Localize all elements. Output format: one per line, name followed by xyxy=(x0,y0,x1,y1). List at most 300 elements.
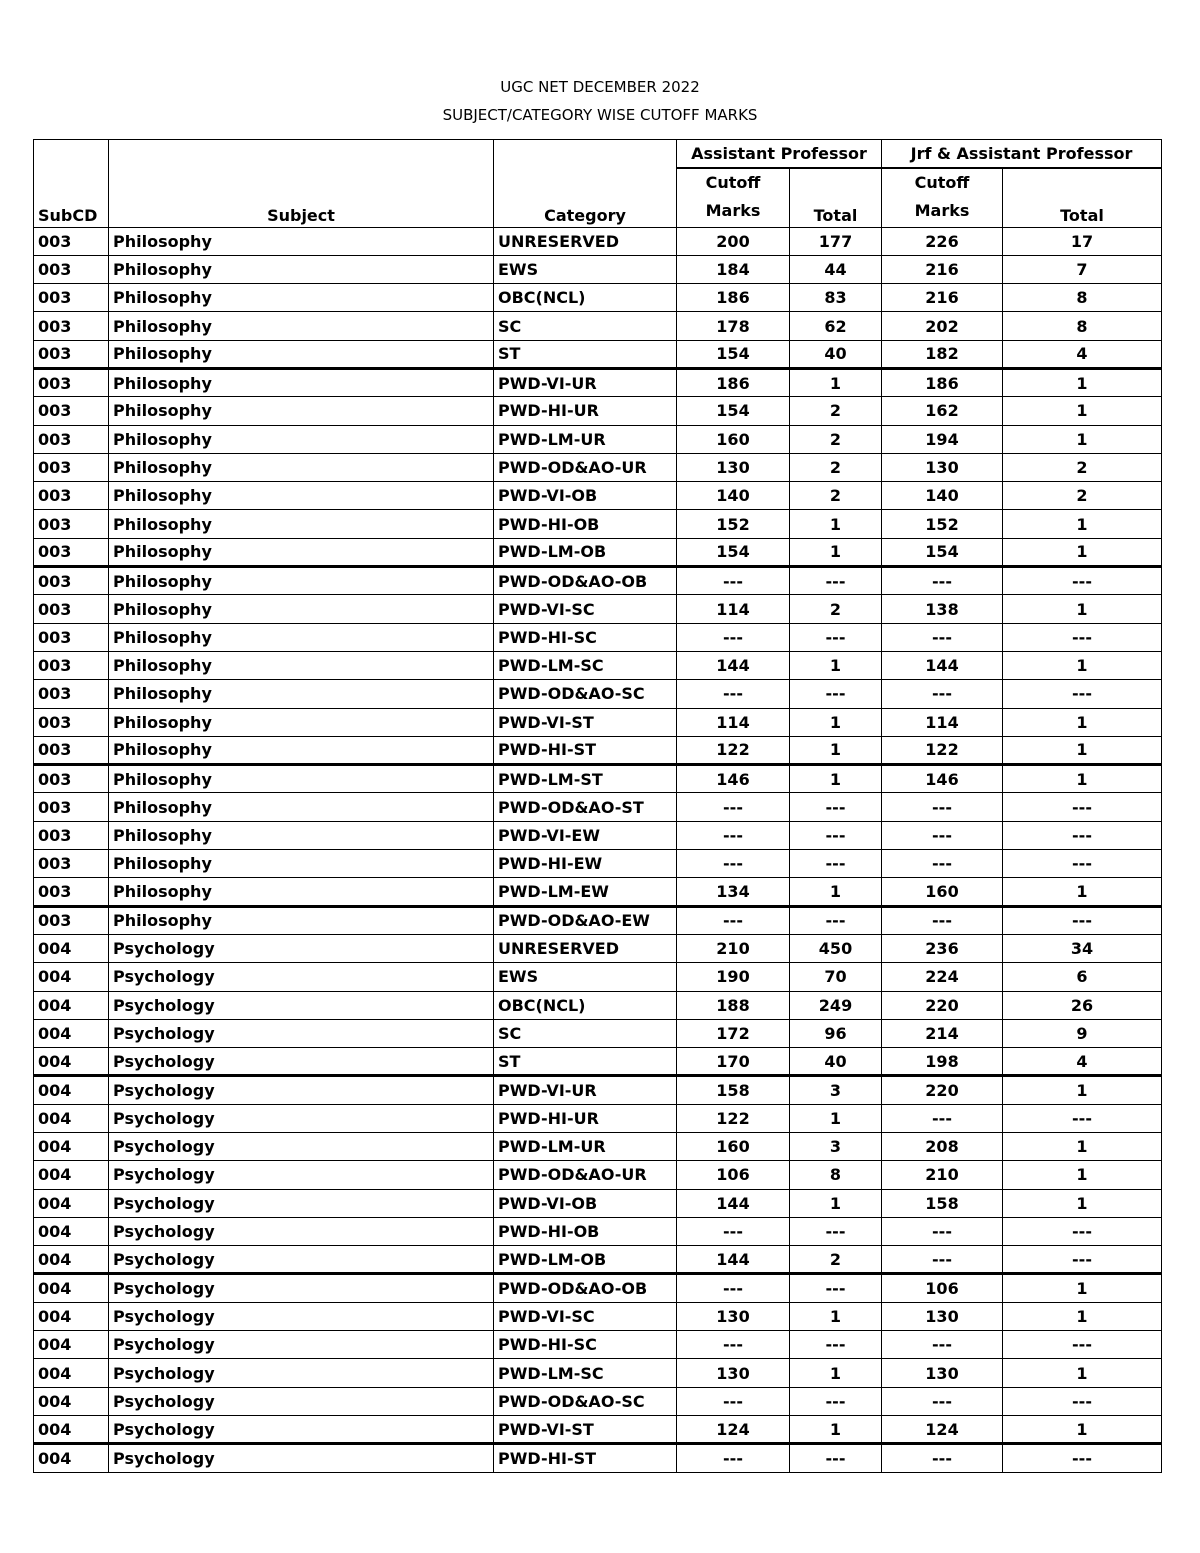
cell-ap-total: --- xyxy=(790,567,882,595)
cell-jrf-total: 1 xyxy=(1003,510,1162,538)
cell-subject: Psychology xyxy=(109,1444,494,1472)
cell-subcd: 003 xyxy=(34,623,109,651)
cell-subject: Philosophy xyxy=(109,482,494,510)
cell-subject: Psychology xyxy=(109,1387,494,1415)
cell-category: PWD-HI-ST xyxy=(494,1444,677,1472)
cell-jrf-total: 1 xyxy=(1003,397,1162,425)
cell-jrf-total: 4 xyxy=(1003,340,1162,368)
cell-jrf-total: 1 xyxy=(1003,651,1162,679)
cell-jrf-cutoff: 106 xyxy=(882,1274,1003,1302)
cell-subcd: 004 xyxy=(34,1133,109,1161)
table-row xyxy=(34,1246,1162,1274)
cell-subject: Philosophy xyxy=(109,793,494,821)
cell-ap-cutoff: 130 xyxy=(677,453,790,481)
cell-jrf-total: 1 xyxy=(1003,1133,1162,1161)
cell-jrf-total: 1 xyxy=(1003,765,1162,793)
table-row xyxy=(34,623,1162,651)
cell-ap-cutoff: --- xyxy=(677,906,790,934)
cell-category: PWD-LM-SC xyxy=(494,1359,677,1387)
cell-jrf-total: 17 xyxy=(1003,227,1162,255)
cell-category: PWD-OD&AO-ST xyxy=(494,793,677,821)
document-subtitle: SUBJECT/CATEGORY WISE CUTOFF MARKS xyxy=(442,106,758,124)
jrf-cutoff-line1: Cutoff xyxy=(914,172,970,192)
cell-subject: Philosophy xyxy=(109,227,494,255)
cell-jrf-total: --- xyxy=(1003,1217,1162,1245)
cell-ap-total: 2 xyxy=(790,397,882,425)
cell-ap-cutoff: 172 xyxy=(677,1019,790,1047)
cell-jrf-total: 1 xyxy=(1003,425,1162,453)
cell-subject: Psychology xyxy=(109,1415,494,1443)
table-row xyxy=(34,850,1162,878)
cell-jrf-cutoff: --- xyxy=(882,1217,1003,1245)
cell-ap-cutoff: 130 xyxy=(677,1359,790,1387)
cell-ap-cutoff: --- xyxy=(677,623,790,651)
column-header-ap-total: Total xyxy=(790,168,882,228)
table-row xyxy=(34,1302,1162,1330)
cell-ap-total: 40 xyxy=(790,340,882,368)
column-header-ap-cutoff xyxy=(677,168,790,228)
cell-category: ST xyxy=(494,1048,677,1076)
column-header-category: Category xyxy=(494,140,677,228)
cell-category: UNRESERVED xyxy=(494,227,677,255)
cell-jrf-total: --- xyxy=(1003,567,1162,595)
cell-ap-cutoff: --- xyxy=(677,1274,790,1302)
cell-jrf-total: 1 xyxy=(1003,1415,1162,1443)
cell-jrf-total: 1 xyxy=(1003,1274,1162,1302)
cell-jrf-total: 1 xyxy=(1003,736,1162,764)
cell-subcd: 004 xyxy=(34,1076,109,1104)
cell-ap-total: 1 xyxy=(790,1104,882,1132)
cell-jrf-total: --- xyxy=(1003,1331,1162,1359)
cell-subcd: 003 xyxy=(34,850,109,878)
cell-category: PWD-OD&AO-EW xyxy=(494,906,677,934)
cell-ap-cutoff: --- xyxy=(677,680,790,708)
table-row xyxy=(34,312,1162,340)
cell-ap-total: --- xyxy=(790,623,882,651)
cell-subject: Psychology xyxy=(109,1048,494,1076)
cell-ap-total: --- xyxy=(790,1274,882,1302)
cell-ap-cutoff: --- xyxy=(677,1217,790,1245)
table-body xyxy=(34,227,1162,1472)
cell-ap-cutoff: 154 xyxy=(677,397,790,425)
cell-jrf-cutoff: 162 xyxy=(882,397,1003,425)
cell-jrf-cutoff: --- xyxy=(882,1387,1003,1415)
cell-subject: Psychology xyxy=(109,1189,494,1217)
cell-ap-total: 1 xyxy=(790,368,882,396)
table-row xyxy=(34,934,1162,962)
table-row xyxy=(34,821,1162,849)
table-row xyxy=(34,708,1162,736)
cell-ap-total: --- xyxy=(790,1387,882,1415)
cell-jrf-total: 2 xyxy=(1003,453,1162,481)
cell-category: PWD-HI-SC xyxy=(494,623,677,651)
cell-category: PWD-OD&AO-OB xyxy=(494,567,677,595)
cell-ap-total: 3 xyxy=(790,1076,882,1104)
cell-ap-total: 177 xyxy=(790,227,882,255)
cell-jrf-cutoff: 194 xyxy=(882,425,1003,453)
cell-category: SC xyxy=(494,1019,677,1047)
table-row xyxy=(34,284,1162,312)
cell-ap-total: 40 xyxy=(790,1048,882,1076)
cell-ap-cutoff: 130 xyxy=(677,1302,790,1330)
cell-subject: Psychology xyxy=(109,1217,494,1245)
cell-category: PWD-OD&AO-UR xyxy=(494,453,677,481)
cell-subcd: 004 xyxy=(34,1274,109,1302)
cell-jrf-cutoff: 130 xyxy=(882,1359,1003,1387)
cell-category: PWD-HI-UR xyxy=(494,1104,677,1132)
cell-subcd: 003 xyxy=(34,397,109,425)
cell-jrf-cutoff: 226 xyxy=(882,227,1003,255)
table-row xyxy=(34,906,1162,934)
cell-ap-cutoff: 122 xyxy=(677,736,790,764)
cell-ap-cutoff: 144 xyxy=(677,1189,790,1217)
cell-jrf-total: 1 xyxy=(1003,1076,1162,1104)
table-row xyxy=(34,255,1162,283)
cell-jrf-total: 8 xyxy=(1003,284,1162,312)
jrf-cutoff-line2: Marks xyxy=(914,200,970,220)
cell-category: PWD-VI-OB xyxy=(494,482,677,510)
cell-jrf-cutoff: 198 xyxy=(882,1048,1003,1076)
cell-category: PWD-VI-SC xyxy=(494,595,677,623)
cell-jrf-cutoff: --- xyxy=(882,793,1003,821)
cell-ap-total: --- xyxy=(790,793,882,821)
cell-subcd: 003 xyxy=(34,340,109,368)
cell-subject: Philosophy xyxy=(109,623,494,651)
cell-jrf-cutoff: --- xyxy=(882,906,1003,934)
cell-jrf-cutoff: 208 xyxy=(882,1133,1003,1161)
cell-subcd: 004 xyxy=(34,1302,109,1330)
cell-subcd: 003 xyxy=(34,482,109,510)
cell-subject: Psychology xyxy=(109,1019,494,1047)
cell-jrf-cutoff: 146 xyxy=(882,765,1003,793)
cell-subject: Philosophy xyxy=(109,368,494,396)
cell-ap-cutoff: --- xyxy=(677,821,790,849)
group-header-jrf-assistant-professor: Jrf & Assistant Professor xyxy=(882,140,1162,168)
cell-subject: Philosophy xyxy=(109,708,494,736)
cell-ap-total: 1 xyxy=(790,1359,882,1387)
cell-category: PWD-HI-EW xyxy=(494,850,677,878)
cell-subcd: 003 xyxy=(34,878,109,906)
cell-ap-cutoff: 144 xyxy=(677,651,790,679)
cell-ap-total: 2 xyxy=(790,425,882,453)
cell-subject: Philosophy xyxy=(109,312,494,340)
cell-jrf-total: --- xyxy=(1003,821,1162,849)
cell-subcd: 003 xyxy=(34,284,109,312)
cell-jrf-total: --- xyxy=(1003,623,1162,651)
cell-ap-cutoff: 122 xyxy=(677,1104,790,1132)
cell-jrf-cutoff: --- xyxy=(882,1246,1003,1274)
cell-ap-total: 450 xyxy=(790,934,882,962)
cell-jrf-cutoff: 220 xyxy=(882,1076,1003,1104)
cell-ap-cutoff: 170 xyxy=(677,1048,790,1076)
table-row xyxy=(34,1331,1162,1359)
cell-jrf-cutoff: 236 xyxy=(882,934,1003,962)
cell-category: PWD-LM-SC xyxy=(494,651,677,679)
table-row xyxy=(34,765,1162,793)
table-row xyxy=(34,793,1162,821)
cell-subcd: 003 xyxy=(34,736,109,764)
cell-ap-cutoff: 200 xyxy=(677,227,790,255)
cell-ap-total: 2 xyxy=(790,595,882,623)
cell-category: PWD-LM-UR xyxy=(494,425,677,453)
cell-category: PWD-VI-ST xyxy=(494,708,677,736)
cell-subcd: 004 xyxy=(34,963,109,991)
table-row xyxy=(34,963,1162,991)
cell-subject: Psychology xyxy=(109,1359,494,1387)
table-row xyxy=(34,1444,1162,1472)
cell-jrf-cutoff: 158 xyxy=(882,1189,1003,1217)
cell-subcd: 004 xyxy=(34,1048,109,1076)
cell-subject: Psychology xyxy=(109,1133,494,1161)
cell-category: PWD-LM-OB xyxy=(494,538,677,566)
cell-subject: Philosophy xyxy=(109,397,494,425)
cell-jrf-total: --- xyxy=(1003,1444,1162,1472)
cell-subcd: 003 xyxy=(34,255,109,283)
cell-category: PWD-VI-ST xyxy=(494,1415,677,1443)
table-row xyxy=(34,567,1162,595)
cell-jrf-cutoff: --- xyxy=(882,1331,1003,1359)
cell-ap-total: 3 xyxy=(790,1133,882,1161)
cell-jrf-cutoff: 154 xyxy=(882,538,1003,566)
cell-subject: Philosophy xyxy=(109,538,494,566)
cell-subject: Philosophy xyxy=(109,255,494,283)
cell-jrf-cutoff: 224 xyxy=(882,963,1003,991)
cell-jrf-total: --- xyxy=(1003,793,1162,821)
cell-ap-total: 1 xyxy=(790,1415,882,1443)
cell-category: EWS xyxy=(494,963,677,991)
table-row xyxy=(34,991,1162,1019)
table-row xyxy=(34,1076,1162,1104)
cell-subject: Philosophy xyxy=(109,765,494,793)
table-row xyxy=(34,368,1162,396)
cell-ap-cutoff: --- xyxy=(677,1331,790,1359)
table-row xyxy=(34,425,1162,453)
cell-jrf-total: 1 xyxy=(1003,1161,1162,1189)
table-row xyxy=(34,1189,1162,1217)
cell-category: UNRESERVED xyxy=(494,934,677,962)
cell-subcd: 004 xyxy=(34,1444,109,1472)
cell-category: PWD-OD&AO-OB xyxy=(494,1274,677,1302)
cell-jrf-cutoff: 140 xyxy=(882,482,1003,510)
cell-category: PWD-VI-UR xyxy=(494,1076,677,1104)
cell-subject: Philosophy xyxy=(109,736,494,764)
cell-jrf-cutoff: 216 xyxy=(882,284,1003,312)
cell-subject: Philosophy xyxy=(109,284,494,312)
cell-subject: Psychology xyxy=(109,934,494,962)
cell-ap-total: 1 xyxy=(790,1302,882,1330)
table-row xyxy=(34,340,1162,368)
cell-jrf-cutoff: 214 xyxy=(882,1019,1003,1047)
cell-ap-cutoff: 184 xyxy=(677,255,790,283)
table-row xyxy=(34,1048,1162,1076)
cell-ap-total: --- xyxy=(790,1331,882,1359)
cell-category: PWD-HI-SC xyxy=(494,1331,677,1359)
table-row xyxy=(34,1387,1162,1415)
table-row xyxy=(34,227,1162,255)
cell-subcd: 003 xyxy=(34,708,109,736)
cell-subcd: 004 xyxy=(34,1019,109,1047)
cell-subcd: 003 xyxy=(34,312,109,340)
cell-ap-cutoff: 114 xyxy=(677,708,790,736)
cell-ap-total: 2 xyxy=(790,1246,882,1274)
cell-ap-total: 8 xyxy=(790,1161,882,1189)
cell-jrf-cutoff: --- xyxy=(882,1104,1003,1132)
cell-jrf-total: --- xyxy=(1003,680,1162,708)
cell-category: PWD-VI-UR xyxy=(494,368,677,396)
cell-ap-total: 249 xyxy=(790,991,882,1019)
cell-ap-cutoff: --- xyxy=(677,1444,790,1472)
cell-subcd: 003 xyxy=(34,453,109,481)
cell-jrf-cutoff: 138 xyxy=(882,595,1003,623)
column-header-jrf-cutoff xyxy=(882,168,1003,228)
column-header-subject: Subject xyxy=(109,140,494,228)
cell-jrf-total: 26 xyxy=(1003,991,1162,1019)
cell-ap-cutoff: 210 xyxy=(677,934,790,962)
cell-subcd: 004 xyxy=(34,1331,109,1359)
cell-subject: Philosophy xyxy=(109,510,494,538)
cell-category: ST xyxy=(494,340,677,368)
cell-subcd: 003 xyxy=(34,906,109,934)
cell-jrf-cutoff: --- xyxy=(882,821,1003,849)
cell-jrf-total: 8 xyxy=(1003,312,1162,340)
cell-category: PWD-VI-SC xyxy=(494,1302,677,1330)
table-row xyxy=(34,736,1162,764)
column-header-jrf-total: Total xyxy=(1003,168,1162,228)
cell-subject: Philosophy xyxy=(109,340,494,368)
cell-ap-cutoff: 186 xyxy=(677,368,790,396)
cell-category: OBC(NCL) xyxy=(494,284,677,312)
cell-jrf-cutoff: 144 xyxy=(882,651,1003,679)
cell-jrf-total: 2 xyxy=(1003,482,1162,510)
ap-cutoff-line2: Marks xyxy=(705,200,761,220)
cell-jrf-cutoff: 114 xyxy=(882,708,1003,736)
cell-category: PWD-VI-EW xyxy=(494,821,677,849)
cell-subcd: 003 xyxy=(34,765,109,793)
cell-jrf-cutoff: 186 xyxy=(882,368,1003,396)
table-row xyxy=(34,1161,1162,1189)
cell-subject: Philosophy xyxy=(109,595,494,623)
cell-subcd: 003 xyxy=(34,538,109,566)
cell-ap-cutoff: 134 xyxy=(677,878,790,906)
cell-ap-cutoff: 144 xyxy=(677,1246,790,1274)
cell-ap-total: --- xyxy=(790,850,882,878)
cell-ap-total: 2 xyxy=(790,453,882,481)
cell-subcd: 003 xyxy=(34,227,109,255)
cell-ap-total: 1 xyxy=(790,736,882,764)
cell-jrf-total: 1 xyxy=(1003,368,1162,396)
cell-category: SC xyxy=(494,312,677,340)
cell-subcd: 004 xyxy=(34,1415,109,1443)
cell-ap-total: --- xyxy=(790,680,882,708)
cell-ap-cutoff: --- xyxy=(677,793,790,821)
cell-jrf-cutoff: 152 xyxy=(882,510,1003,538)
cell-ap-total: 62 xyxy=(790,312,882,340)
cell-jrf-total: --- xyxy=(1003,850,1162,878)
cell-ap-cutoff: 188 xyxy=(677,991,790,1019)
table-row xyxy=(34,680,1162,708)
document-title: UGC NET DECEMBER 2022 xyxy=(500,78,700,96)
cell-ap-cutoff: 160 xyxy=(677,425,790,453)
cell-ap-total: 70 xyxy=(790,963,882,991)
cell-ap-total: 1 xyxy=(790,765,882,793)
table-row xyxy=(34,397,1162,425)
cell-ap-cutoff: 190 xyxy=(677,963,790,991)
cell-jrf-total: --- xyxy=(1003,906,1162,934)
table-row xyxy=(34,1274,1162,1302)
cell-ap-cutoff: --- xyxy=(677,850,790,878)
cell-ap-total: --- xyxy=(790,1444,882,1472)
cell-ap-cutoff: --- xyxy=(677,1387,790,1415)
cell-jrf-cutoff: --- xyxy=(882,623,1003,651)
cell-jrf-cutoff: 130 xyxy=(882,1302,1003,1330)
cell-category: PWD-HI-UR xyxy=(494,397,677,425)
cell-category: PWD-OD&AO-UR xyxy=(494,1161,677,1189)
cell-jrf-total: --- xyxy=(1003,1104,1162,1132)
cell-subcd: 003 xyxy=(34,368,109,396)
cell-jrf-total: --- xyxy=(1003,1246,1162,1274)
cell-subcd: 003 xyxy=(34,680,109,708)
cell-subject: Philosophy xyxy=(109,906,494,934)
ap-cutoff-line1: Cutoff xyxy=(705,172,761,192)
cell-ap-cutoff: 186 xyxy=(677,284,790,312)
table-row xyxy=(34,878,1162,906)
cell-ap-cutoff: 146 xyxy=(677,765,790,793)
cell-subcd: 004 xyxy=(34,934,109,962)
cell-category: PWD-LM-OB xyxy=(494,1246,677,1274)
cell-subject: Psychology xyxy=(109,963,494,991)
cell-subcd: 003 xyxy=(34,793,109,821)
cell-jrf-total: 6 xyxy=(1003,963,1162,991)
cell-ap-total: 1 xyxy=(790,1189,882,1217)
cell-subject: Philosophy xyxy=(109,850,494,878)
cell-subcd: 004 xyxy=(34,991,109,1019)
cell-jrf-total: --- xyxy=(1003,1387,1162,1415)
cell-jrf-total: 1 xyxy=(1003,1189,1162,1217)
cell-jrf-total: 9 xyxy=(1003,1019,1162,1047)
cell-jrf-total: 1 xyxy=(1003,595,1162,623)
cell-subcd: 003 xyxy=(34,651,109,679)
cutoff-table xyxy=(33,139,1162,1473)
cell-ap-cutoff: 158 xyxy=(677,1076,790,1104)
cell-ap-total: --- xyxy=(790,821,882,849)
cell-category: PWD-HI-ST xyxy=(494,736,677,764)
cell-jrf-total: 1 xyxy=(1003,878,1162,906)
cell-ap-total: 2 xyxy=(790,482,882,510)
table-row xyxy=(34,1217,1162,1245)
cell-subject: Psychology xyxy=(109,1274,494,1302)
cell-jrf-cutoff: 220 xyxy=(882,991,1003,1019)
cell-ap-total: 1 xyxy=(790,510,882,538)
group-header-assistant-professor: Assistant Professor xyxy=(677,140,882,168)
cell-subject: Philosophy xyxy=(109,878,494,906)
cell-ap-total: --- xyxy=(790,906,882,934)
cell-category: PWD-OD&AO-SC xyxy=(494,680,677,708)
cell-ap-total: 44 xyxy=(790,255,882,283)
cell-subject: Philosophy xyxy=(109,567,494,595)
cell-subcd: 004 xyxy=(34,1387,109,1415)
cell-jrf-cutoff: --- xyxy=(882,680,1003,708)
cell-category: PWD-HI-OB xyxy=(494,1217,677,1245)
cell-ap-cutoff: 152 xyxy=(677,510,790,538)
cell-jrf-cutoff: 124 xyxy=(882,1415,1003,1443)
column-header-subcd: SubCD xyxy=(34,140,109,228)
cell-ap-cutoff: 140 xyxy=(677,482,790,510)
cell-subcd: 004 xyxy=(34,1189,109,1217)
cell-jrf-cutoff: 160 xyxy=(882,878,1003,906)
cell-ap-cutoff: 178 xyxy=(677,312,790,340)
cell-category: PWD-HI-OB xyxy=(494,510,677,538)
table-row xyxy=(34,1359,1162,1387)
